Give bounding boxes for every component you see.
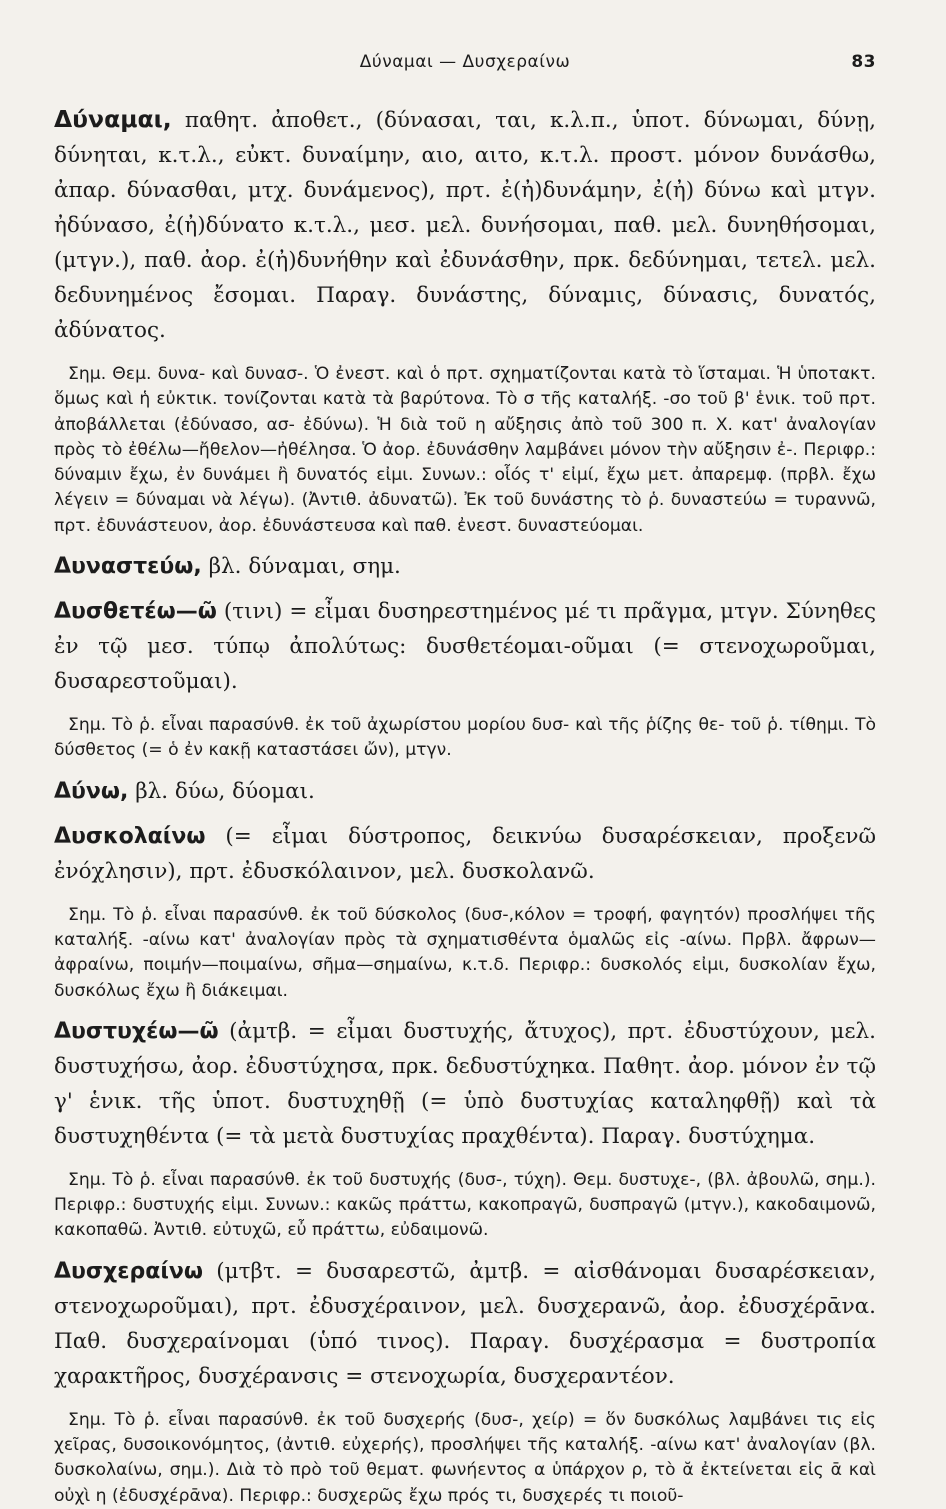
entry-definition	[54, 102, 876, 348]
entry-note: Σημ. Τὸ ῥ. εἶναι παρασύνθ. ἐκ τοῦ δύσκολος (δυσ-,κόλον = τροφή, φαγητόν) προσλήψει τῆς καταλήξ. -αίνω κατ' ἀναλογίαν πρὸς τὰ σχηματισθέντα ὁμαλῶς εἰς -αίνω. Πρβλ. ἄφρων—ἀφραίνω, ποιμήν—ποιμαίνω, σῆμα—σημαίνω, κ.τ.δ. Περιφρ.: δυσκολός εἰμι, δυσκολίαν ἔχω, δυσκόλως ἔχω ἢ διάκειμαι.	[54, 904, 876, 1001]
entry-note: Σημ. Τὸ ῥ. εἶναι παρασύνθ. ἐκ τοῦ ἀχωρίστου μορίου δυσ- καὶ τῆς ῥίζης θε- τοῦ ῥ. τίθημι. Τὸ δύσθετος (= ὁ ἐν κακῇ καταστάσει ὤν), μτγν.	[54, 715, 876, 761]
entry-note: Σημ. Τὸ ῥ. εἶναι παρασύνθ. ἐκ τοῦ δυσχερής (δυσ-, χείρ) = ὅν δυσκόλως λαμβάνει τις εἰς χεῖρας, δυσοικονόμητος, (ἀντιθ. εὐχερής), προσλήψει τῆς καταλήξ. -αίνω κατ' ἀναλογίαν (βλ. δυσκολαίνω, σημ.). Διὰ τὸ πρὸ τοῦ θεματ. φωνήεντος α ὑπάρχον ρ, τὸ ᾰ ἐκτείνεται εἰς ᾱ καὶ οὐχὶ η (ἐδυσχέρᾱνα). Περιφρ.: δυσχερῶς ἔχω πρός τι, δυσχερές τι ποιοῦ-	[54, 1409, 876, 1506]
running-title: Δύναμαι — Δυσχεραίνω	[359, 52, 571, 72]
dictionary-entry	[54, 774, 876, 809]
dictionary-entry	[54, 1014, 876, 1244]
entry-definition-text: παθητ. ἀποθετ., (δύνασαι, ται, κ.λ.π., ὑποτ. δύνωμαι, δύνῃ, δύνηται, κ.τ.λ., εὐκτ. δυναίμην, αιο, αιτο, κ.τ.λ. προστ. μόνον δυνάσθω, ἀπαρ. δύνασθαι, μτχ. δυνάμενος), πρτ. ἐ(ἠ)δυνάμην, ἐ(ἠ) δύνω καὶ μτγν. ἠδύνασο, ἐ(ἠ)δύνατο κ.τ.λ., μεσ. μελ. δυνήσομαι, παθ. μελ. δυνηθήσομαι, (μτγν.), παθ. ἀορ. ἐ(ἠ)δυνήθην καὶ ἐδυνάσθην, πρκ. δεδύνημαι, τετελ. μελ. δεδυνημένος ἔσομαι. Παραγ. δυνάστης, δύναμις, δύνασις, δυνατός, ἀδύνατος.	[54, 108, 876, 343]
running-header	[54, 52, 876, 92]
entry-definition	[54, 549, 876, 584]
entry-definition	[54, 774, 876, 809]
entry-definition-text: βλ. δύω, δύομαι.	[135, 778, 315, 804]
entry-definition	[54, 1014, 876, 1154]
page-number: 83	[851, 52, 876, 72]
entry-headword: Δύναμαι,	[54, 105, 172, 133]
entry-headword: Δυναστεύω,	[54, 554, 202, 580]
entry-definition-text: (τινι) = εἶμαι δυσηρεστημένος μέ τι πρᾶγμα, μτγν. Σύνηθες ἐν τῷ μεσ. τύπῳ ἀπολύτως: δυσθετέομαι-οῦμαι (= στενοχωροῦμαι, δυσαρεστοῦμαι).	[54, 599, 876, 695]
entry-definition-text: (μτβτ. = δυσαρεστῶ, ἀμτβ. = αἰσθάνομαι δυσαρέσκειαν, στενοχωροῦμαι), πρτ. ἐδυσχέραινον, μελ. δυσχερανῶ, ἀορ. ἐδυσχέρᾱνα. Παθ. δυσχεραίνομαι (ὑπό τινος). Παραγ. δυσχέρασμα = δυστροπία χαρακτῆρος, δυσχέρανσις = στενοχωρία, δυσχεραντέον.	[54, 1258, 876, 1389]
dictionary-entry	[54, 549, 876, 584]
entry-definition-text: (= εἶμαι δύστροπος, δεικνύω δυσαρέσκειαν, προξενῶ ἐνόχλησιν), πρτ. ἐδυσκόλαινον, μελ. δυσκολανῶ.	[54, 823, 876, 884]
entry-definition	[54, 819, 876, 889]
entry-note: Σημ. Τὸ ῥ. εἶναι παρασύνθ. ἐκ τοῦ δυστυχής (δυσ-, τύχη). Θεμ. δυστυχε-, (βλ. ἀβουλῶ, σημ.). Περιφρ.: δυστυχής εἰμι. Συνων.: κακῶς πράττω, κακοπραγῶ, δυσπραγῶ (μτγν.), κακοδαιμονῶ, κακοπαθῶ. Ἀντιθ. εὐτυχῶ, εὖ πράττω, εὐδαιμονῶ.	[54, 1169, 876, 1241]
entry-headword: Δυσθετέω—ῶ	[54, 599, 217, 625]
dictionary-entry	[54, 819, 876, 1004]
entry-definition-text: (ἀμτβ. = εἶμαι δυστυχής, ἄτυχος), πρτ. ἐδυστύχουν, μελ. δυστυχήσω, ἀορ. ἐδυστύχησα, πρκ. δεδυστύχηκα. Παθητ. ἀορ. μόνον ἐν τῷ γ' ἑνικ. τῆς ὑποτ. δυστυχηθῇ (= ὑπὸ δυστυχίας καταληφθῇ) καὶ τὰ δυστυχηθέντα (= τὰ μετὰ δυστυχίας πραχθέντα). Παραγ. δυστύχημα.	[54, 1018, 876, 1149]
entry-definition	[54, 1254, 876, 1394]
entry-headword: Δυστυχέω—ῶ	[54, 1018, 219, 1044]
entry-headword: Δυσκολαίνω	[54, 823, 206, 849]
dictionary-entry	[54, 1254, 876, 1509]
entry-definition	[54, 594, 876, 699]
entry-headword: Δύνω,	[54, 778, 129, 804]
entry-definition-text: βλ. δύναμαι, σημ.	[208, 554, 401, 580]
entry-note: Σημ. Θεμ. δυνα- καὶ δυνασ-. Ὁ ἐνεστ. καὶ ὁ πρτ. σχηματίζονται κατὰ τὸ ἵσταμαι. Ἡ ὑποτακτ. ὅμως καὶ ἡ εὐκτικ. τονίζονται κατὰ τὰ βαρύτονα. Τὸ σ τῆς καταλήξ. -σο τοῦ β' ἑνικ. τοῦ πρτ. ἀποβάλλεται (ἐδύνασο, ασ- ἐδύνω). Ἡ διὰ τοῦ η αὔξησις ἀπὸ τοῦ 300 π. Χ. κατ' ἀναλογίαν πρὸς τὸ ἐθέλω—ἤθελον—ἠθέλησα. Ὁ ἀορ. ἐδυνάσθην λαμβάνει μόνον τὴν αὔξησιν ἐ-. Περιφρ.: δύναμιν ἔχω, ἐν δυνάμει ἢ δυνατός εἰμι. Συνων.: οἷός τ' εἰμί, ἔχω μετ. ἀπαρεμφ. (πρβλ. ἔχω λέγειν = δύναμαι νὰ λέγω). (Ἀντιθ. ἀδυνατῶ). Ἐκ τοῦ δυνάστης τὸ ῥ. δυναστεύω = τυραννῶ, πρτ. ἐδυνάστευον, ἀορ. ἐδυνάστευσα καὶ παθ. ἐνεστ. δυναστεύομαι.	[54, 364, 876, 536]
entry-headword: Δυσχεραίνω	[54, 1258, 203, 1284]
dictionary-entry	[54, 594, 876, 764]
dictionary-entry	[54, 102, 876, 539]
